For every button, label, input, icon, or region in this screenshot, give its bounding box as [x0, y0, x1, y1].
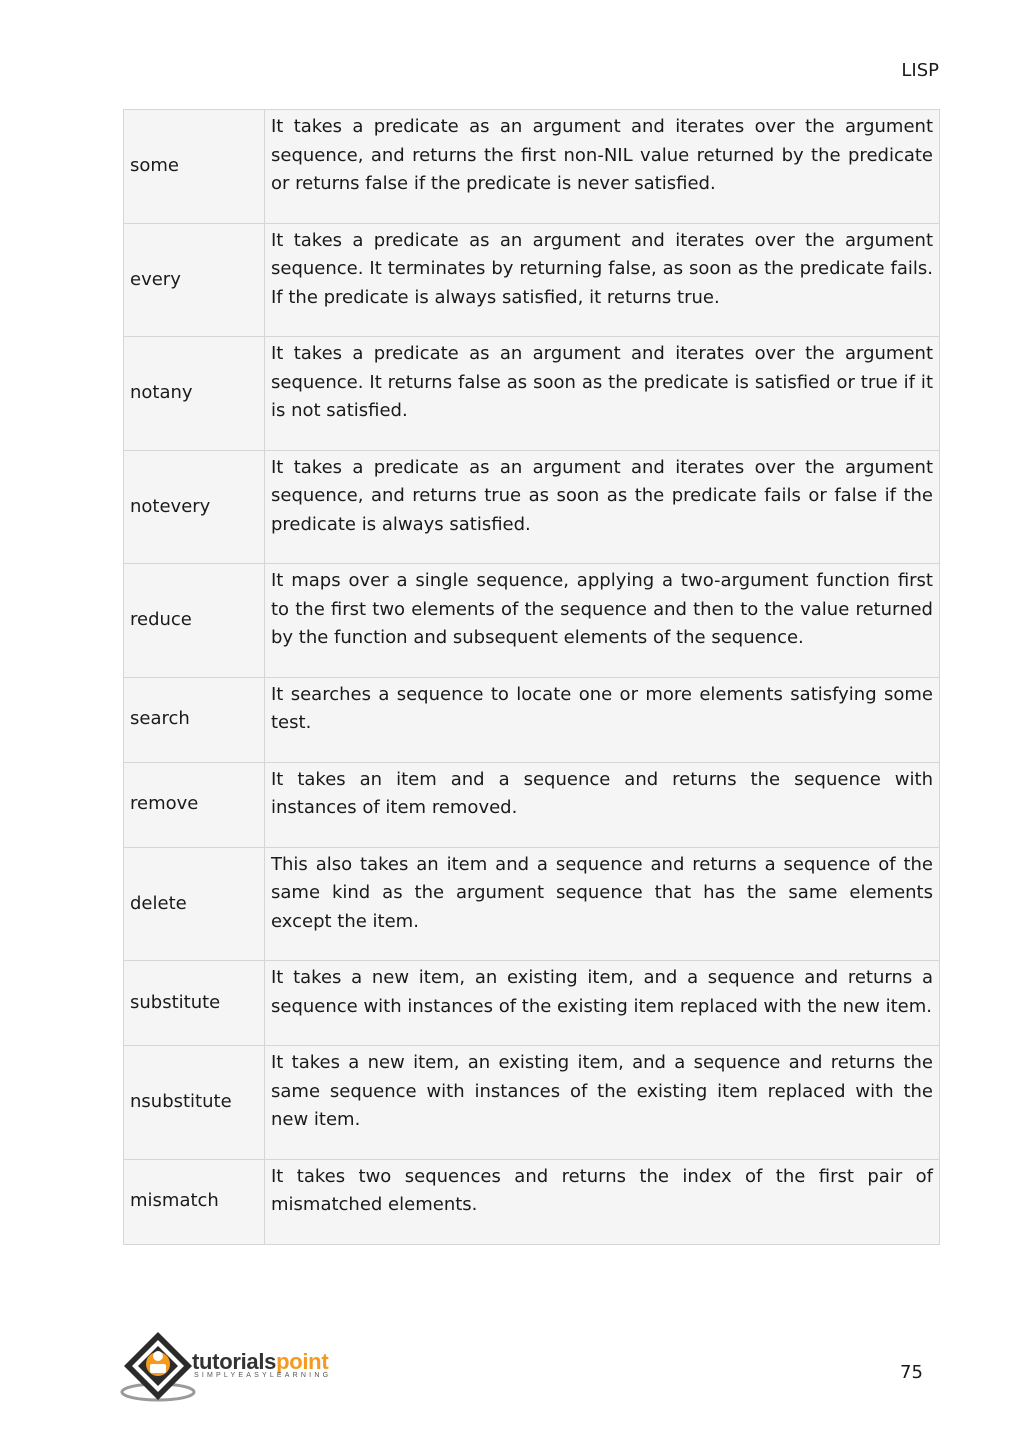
function-description: It takes a new item, an existing item, and a sequence and returns the same sequence with instances of the existing item replaced with the new item.: [265, 1046, 940, 1160]
table-row: [124, 1046, 940, 1160]
function-description: It takes a predicate as an argument and iterates over the argument sequence, and returns the first non-NIL value returned by the predicate or returns false if the predicate is never satisfied.: [265, 110, 940, 224]
logo-tagline: SIMPLYEASYLEARNING: [194, 1372, 332, 1379]
table-row: [124, 337, 940, 451]
function-description: It takes an item and a sequence and returns the sequence with instances of item removed.: [265, 762, 940, 847]
table-row: [124, 762, 940, 847]
function-name: notany: [124, 337, 265, 451]
table-row: [124, 564, 940, 678]
function-name: mismatch: [124, 1159, 265, 1244]
table-row: [124, 961, 940, 1046]
function-description: It takes two sequences and returns the index of the first pair of mismatched elements.: [265, 1159, 940, 1244]
function-name: substitute: [124, 961, 265, 1046]
function-description: It takes a predicate as an argument and iterates over the argument sequence. It terminates by returning false, as soon as the predicate fails. If the predicate is always satisfied, it returns true.: [265, 223, 940, 337]
function-name: remove: [124, 762, 265, 847]
function-description: It takes a predicate as an argument and iterates over the argument sequence. It returns false as soon as the predicate is satisfied or true if it is not satisfied.: [265, 337, 940, 451]
tutorialspoint-logo: [120, 1328, 370, 1404]
function-description: This also takes an item and a sequence and returns a sequence of the same kind as the argument sequence that has the same elements except the item.: [265, 847, 940, 961]
table-row: [124, 223, 940, 337]
table-row: [124, 110, 940, 224]
function-name: notevery: [124, 450, 265, 564]
table-row: [124, 847, 940, 961]
function-name: search: [124, 677, 265, 762]
function-description: It takes a new item, an existing item, and a sequence and returns a sequence with instances of the existing item replaced with the new item.: [265, 961, 940, 1046]
function-description: It takes a predicate as an argument and iterates over the argument sequence, and returns true as soon as the predicate fails or false if the predicate is always satisfied.: [265, 450, 940, 564]
sequence-functions-table: [123, 109, 940, 1245]
function-name: delete: [124, 847, 265, 961]
function-name: every: [124, 223, 265, 337]
page-number: 75: [900, 1362, 923, 1383]
logo-wordmark: tutorialspoint: [192, 1349, 329, 1374]
function-description: It maps over a single sequence, applying a two-argument function first to the first two elements of the sequence and then to the value returned by the function and subsequent elements of the sequence.: [265, 564, 940, 678]
table-row: [124, 450, 940, 564]
table-row: [124, 1159, 940, 1244]
function-name: some: [124, 110, 265, 224]
function-name: nsubstitute: [124, 1046, 265, 1160]
function-name: reduce: [124, 564, 265, 678]
function-description: It searches a sequence to locate one or more elements satisfying some test.: [265, 677, 940, 762]
page-header-title: LISP: [901, 60, 939, 81]
table-row: [124, 677, 940, 762]
